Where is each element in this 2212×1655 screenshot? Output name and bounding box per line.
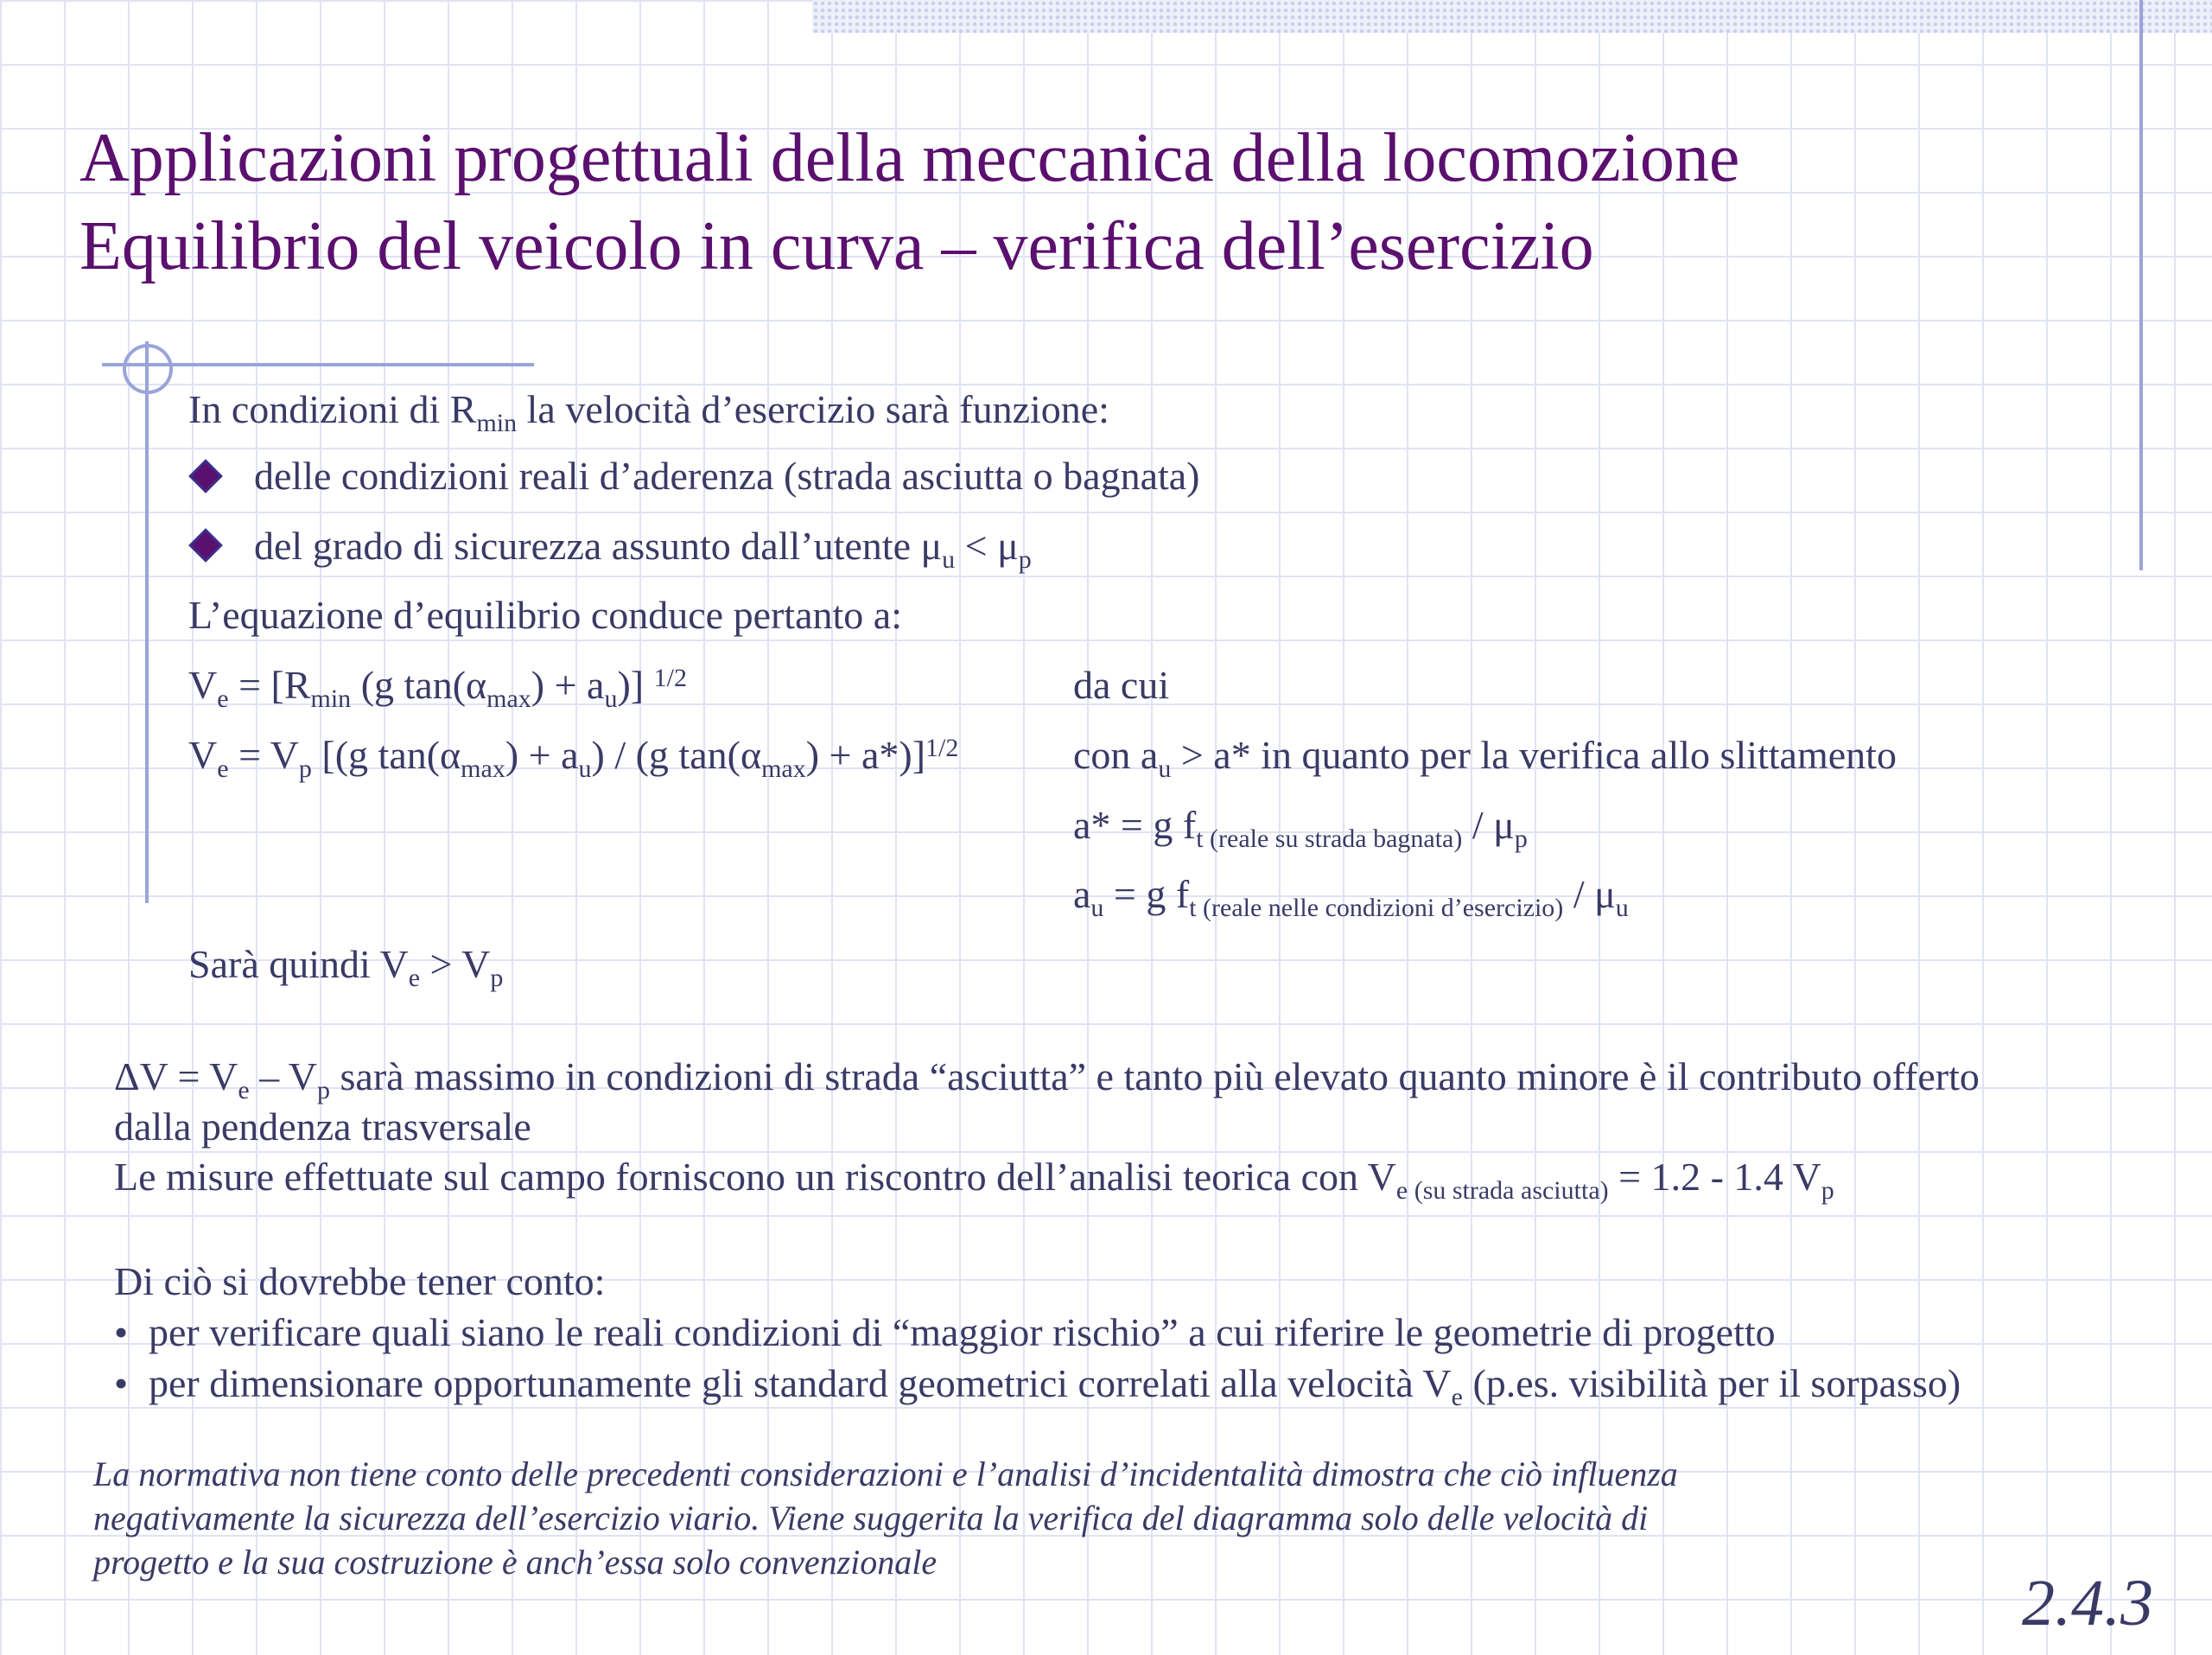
decorative-vertical-line-left — [145, 341, 149, 903]
decorative-circle — [123, 344, 173, 394]
diamond-bullet-icon — [188, 528, 223, 563]
account-line: Di ciò si dovrebbe tener conto: — [114, 1259, 606, 1303]
italic-note: La normativa non tiene conto delle precedenti considerazioni e l’analisi d’incidentalità dimostra che ciò influenza negativamente la sicurezza dell’esercizio viario. Viene suggerita la verifica del diagramma solo delle velocità di progetto e la sua costruzione è anch’essa solo convenzionale — [93, 1454, 1678, 1582]
bullet-marker: • — [114, 1310, 129, 1354]
page-number: 2.4.3 — [2022, 1567, 2153, 1639]
delta-v-line: $\Delta V = V_e - V_p$ sarà massimo in condizioni di strada “asciutta” e tanto più elevato quanto minore è il contributo offerto — [114, 1054, 1980, 1104]
title-line-2: Equilibrio del veicolo in curva – verifica dell’esercizio — [79, 208, 1594, 284]
equation-a-star: a* = g $f_{t (reale su strada bagnata)} / \mu_p$ — [1073, 803, 1528, 853]
equation-au: $a_u = g$ $f_{t (reale nelle condizioni d’esercizio)} / \mu_u$ — [1073, 872, 1629, 922]
equation-ve-rmin: $V_e = [R_{min}$ (g $\tan(\alpha_{max}) + a_u$)] $^{1/2}$ — [188, 663, 687, 713]
slide-title — [79, 114, 1739, 290]
decorative-vertical-line-right — [2139, 0, 2143, 570]
delta-v-line-2: dalla pendenza trasversale — [114, 1104, 531, 1149]
bullet-item-adherence: delle condizioni reali d’aderenza (strada asciutta o bagnata) — [254, 454, 1200, 498]
title-line-1: Applicazioni progettuali della meccanica della locomozione — [79, 120, 1740, 196]
equation-2-right-condition: con $a_u > a*$ in quanto per la verifica allo slittamento — [1073, 733, 1897, 783]
measures-line: Le misure effettuate sul campo forniscono un riscontro dell’analisi teorica con $V_{e (su strada asciutta)} = 1.2 - 1.4$ $V_p$ — [114, 1155, 1834, 1205]
intro-line: In condizioni di $R_{min}$ la velocità d’esercizio sarà funzione: — [188, 387, 1109, 437]
list-item-standards: • per dimensionare opportunamente gli standard geometrici correlati alla velocità $V_e$ (p.es. visibilità per il sorpasso) — [114, 1361, 1961, 1411]
diamond-bullet-icon — [188, 459, 223, 493]
conclusion-line: Sarà quindi $V_e > V_p$ — [188, 942, 504, 992]
bullet-marker: • — [114, 1361, 129, 1405]
equilibrium-line: L’equazione d’equilibrio conduce pertanto a: — [188, 593, 902, 637]
dotted-header-band — [812, 0, 2212, 33]
equation-1-right-label: da cui — [1073, 663, 1170, 707]
list-item-risk: • per verificare quali siano le reali condizioni di “maggior rischio” a cui riferire le geometrie di progetto — [114, 1308, 1776, 1357]
equation-ve-vp: $V_e = V_p$ [(g $\tan(\alpha_{max}) + a_u) / (g$ $\tan(\alpha_{max}) + a*)]^{1/2}$ — [188, 733, 959, 783]
bullet-item-safety: del grado di sicurezza assunto dall’utente $\mu_u < \mu_p$ — [254, 524, 1032, 574]
